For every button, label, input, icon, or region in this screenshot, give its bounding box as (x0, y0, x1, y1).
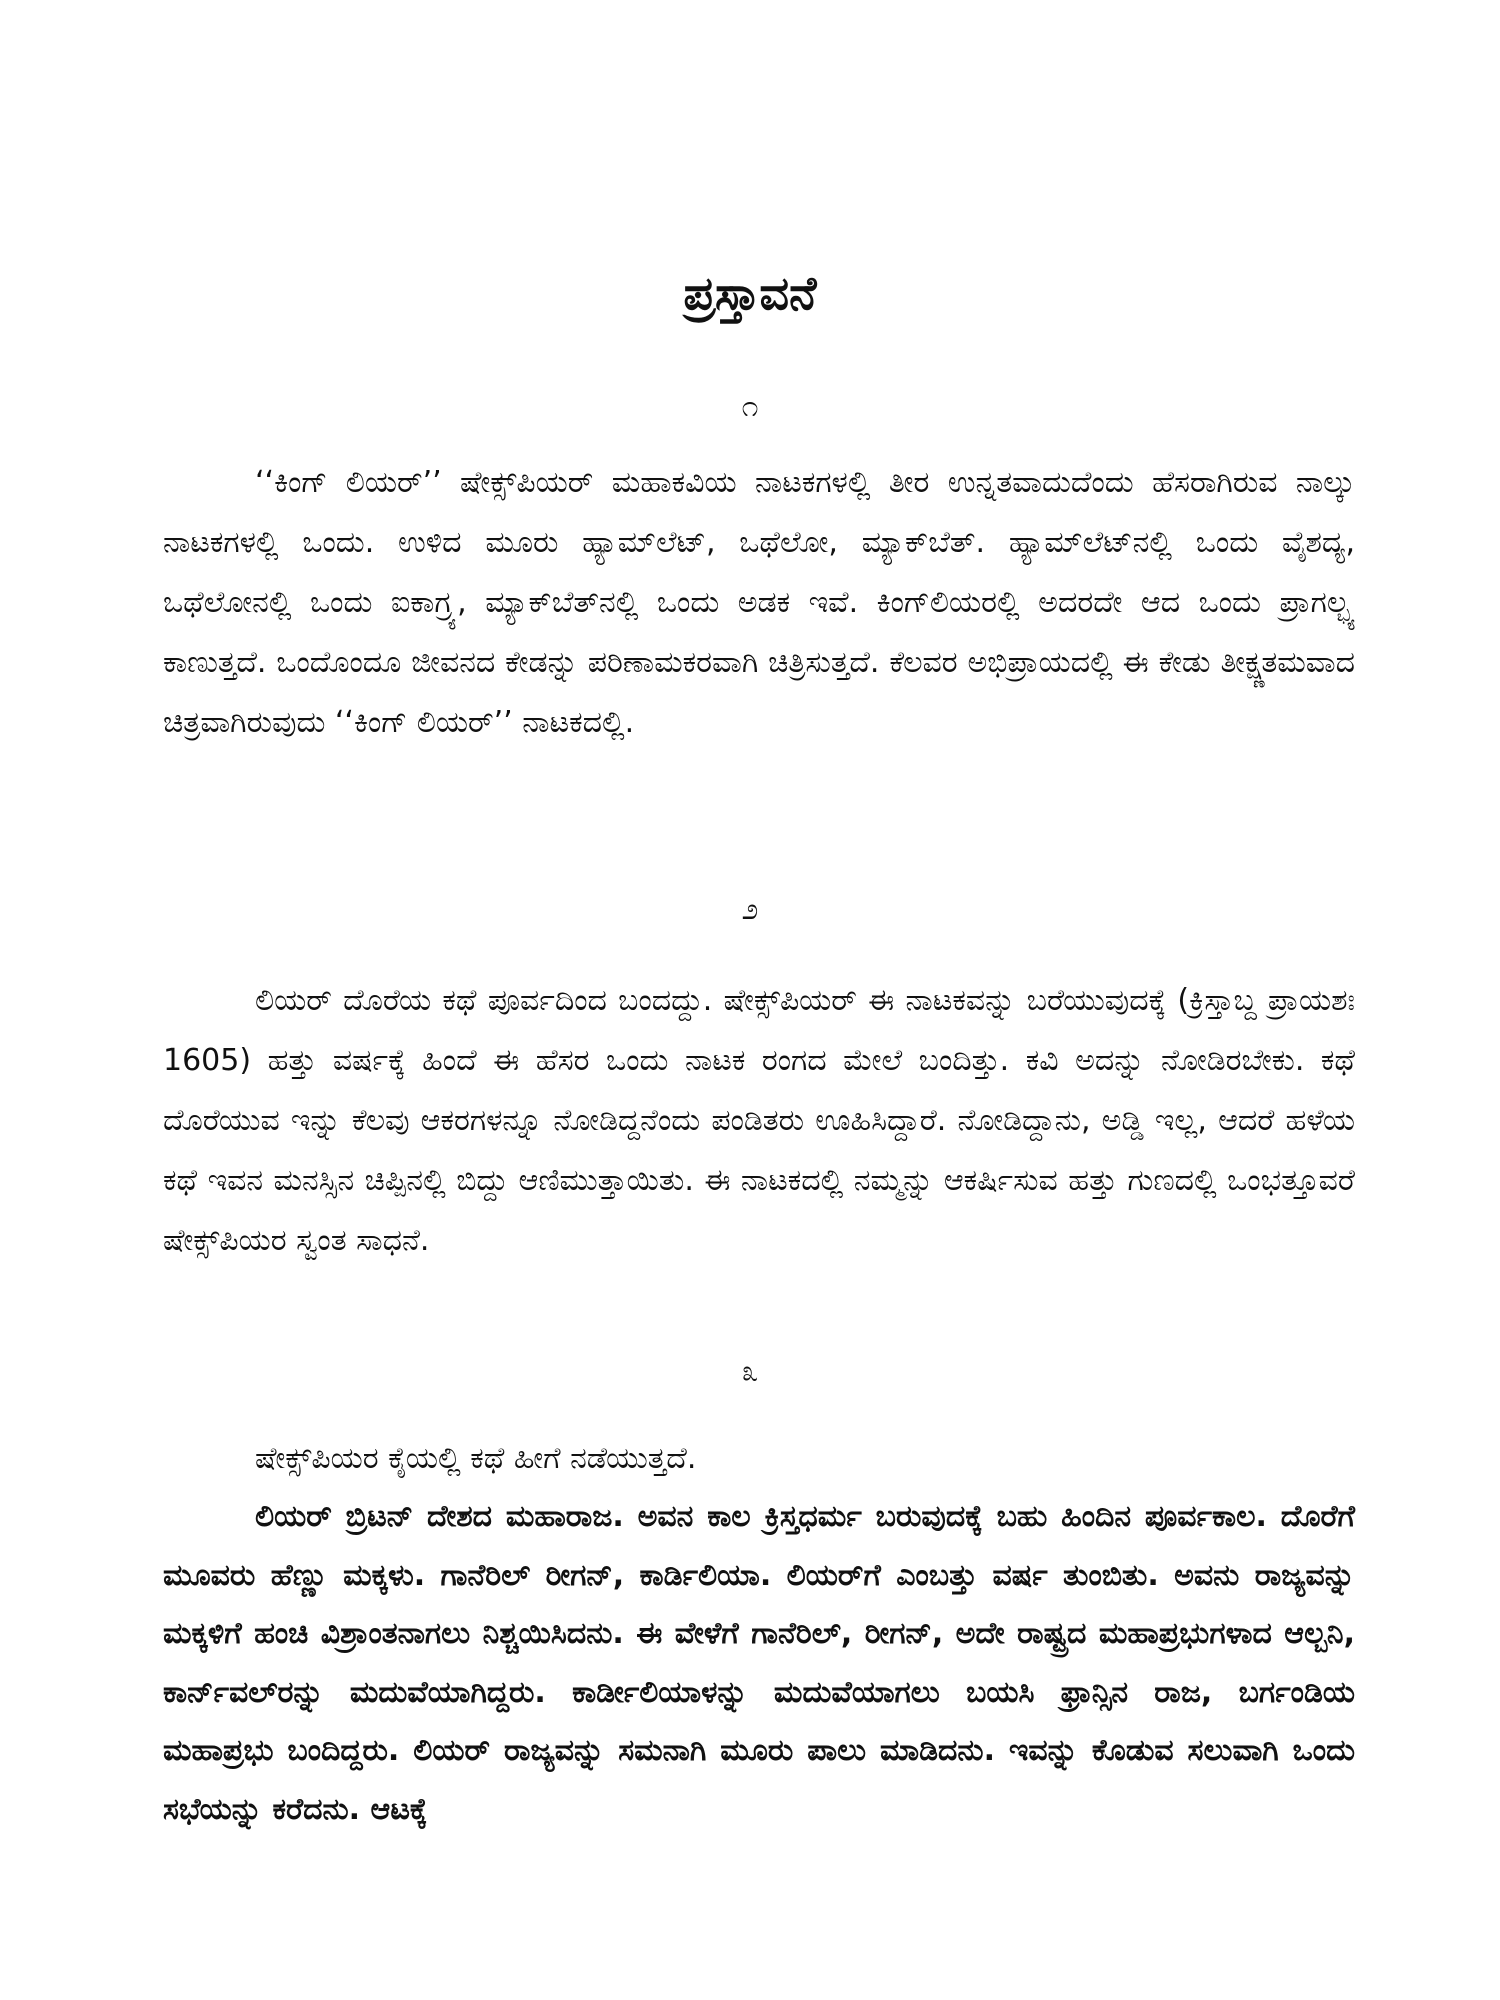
section-numeral-3: ೩ (741, 1354, 759, 1389)
section-numeral-2: ೨ (741, 892, 759, 927)
section-1-paragraph: ‘‘ಕಿಂಗ್ ಲಿಯರ್’’ ಷೇಕ್ಸ್‌ಪಿಯರ್ ಮಹಾಕವಿಯ ನಾಟಕಗಳಲ್ಲಿ ತೀರ ಉನ್ನತವಾದುದೆಂದು ಹೆಸರಾಗಿರುವ ನಾಲ್ಕು ನಾಟಕಗಳಲ್ಲಿ ಒಂದು. ಉಳಿದ ಮೂರು ಹ್ಯಾಮ್‌ಲೆಟ್, ಒಥೆಲೋ, ಮ್ಯಾಕ್‌ಬೆತ್. ಹ್ಯಾಮ್‌ಲೆಟ್‌ನಲ್ಲಿ ಒಂದು ವೈಶದ್ಯ, ಒಥೆಲೋನಲ್ಲಿ ಒಂದು ಐಕಾಗ್ರ್ಯ, ಮ್ಯಾಕ್‌ಬೆತ್‌ನಲ್ಲಿ ಒಂದು ಅಡಕ ಇವೆ. ಕಿಂಗ್‌ಲಿಯರಲ್ಲಿ ಅದರದೇ ಆದ ಒಂದು ಪ್ರಾಗಲ್ಭ್ಯ ಕಾಣುತ್ತದೆ. ಒಂದೊಂದೂ ಜೀವನದ ಕೇಡನ್ನು ಪರಿಣಾಮಕರವಾಗಿ ಚಿತ್ರಿಸುತ್ತದೆ. ಕೆಲವರ ಅಭಿಪ್ರಾಯದಲ್ಲಿ ಈ ಕೇಡು ತೀಕ್ಷ್ಣತಮವಾದ ಚಿತ್ರವಾಗಿರುವುದು ‘‘ಕಿಂಗ್ ಲಿಯರ್’’ ನಾಟಕದಲ್ಲಿ. (163, 465, 1355, 740)
section-numeral-1: ೧ (741, 389, 759, 424)
section-3-intro: ಷೇಕ್ಸ್‌ಪಿಯರ ಕೈಯಲ್ಲಿ ಕಥೆ ಹೀಗೆ ನಡೆಯುತ್ತದೆ. (255, 1441, 697, 1476)
section-2-paragraph: ಲಿಯರ್ ದೊರೆಯ ಕಥೆ ಪೂರ್ವದಿಂದ ಬಂದದ್ದು. ಷೇಕ್ಸ್‌ಪಿಯರ್ ಈ ನಾಟಕವನ್ನು ಬರೆಯುವುದಕ್ಕೆ (ಕ್ರಿಸ್ತಾಬ್ದ ಪ್ರಾಯಶಃ 1605) ಹತ್ತು ವರ್ಷಕ್ಕೆ ಹಿಂದೆ ಈ ಹೆಸರ ಒಂದು ನಾಟಕ ರಂಗದ ಮೇಲೆ ಬಂದಿತ್ತು. ಕವಿ ಅದನ್ನು ನೋಡಿರಬೇಕು. ಕಥೆ ದೊರೆಯುವ ಇನ್ನು ಕೆಲವು ಆಕರಗಳನ್ನೂ ನೋಡಿದ್ದನೆಂದು ಪಂಡಿತರು ಊಹಿಸಿದ್ದಾರೆ. ನೋಡಿದ್ದಾನು, ಅಡ್ಡಿ ಇಲ್ಲ, ಆದರೆ ಹಳೆಯ ಕಥೆ ಇವನ ಮನಸ್ಸಿನ ಚಿಪ್ಪಿನಲ್ಲಿ ಬಿದ್ದು ಆಣಿಮುತ್ತಾಯಿತು. ಈ ನಾಟಕದಲ್ಲಿ ನಮ್ಮನ್ನು ಆಕರ್ಷಿಸುವ ಹತ್ತು ಗುಣದಲ್ಲಿ ಒಂಭತ್ತೂವರೆ ಷೇಕ್ಸ್‌ಪಿಯರ ಸ್ವಂತ ಸಾಧನೆ. (163, 983, 1355, 1258)
section-3-paragraph: ಲಿಯರ್ ಬ್ರಿಟನ್ ದೇಶದ ಮಹಾರಾಜ. ಅವನ ಕಾಲ ಕ್ರಿಸ್ತಧರ್ಮ ಬರುವುದಕ್ಕೆ ಬಹು ಹಿಂದಿನ ಪೂರ್ವಕಾಲ. ದೊರೆಗೆ ಮೂವರು ಹೆಣ್ಣು ಮಕ್ಕಳು. ಗಾನೆರಿಲ್ ರೀಗನ್, ಕಾರ್ಡಿಲಿಯಾ. ಲಿಯರ್‌ಗೆ ಎಂಬತ್ತು ವರ್ಷ ತುಂಬಿತು. ಅವನು ರಾಜ್ಯವನ್ನು ಮಕ್ಕಳಿಗೆ ಹಂಚಿ ವಿಶ್ರಾಂತನಾಗಲು ನಿಶ್ಚಯಿಸಿದನು. ಈ ವೇಳೆಗೆ ಗಾನೆರಿಲ್, ರೀಗನ್, ಅದೇ ರಾಷ್ಟ್ರದ ಮಹಾಪ್ರಭುಗಳಾದ ಆಲ್ಬನಿ, ಕಾರ್ನ್‌ವಲ್‌ರನ್ನು ಮದುವೆಯಾಗಿದ್ದರು. ಕಾರ್ಡೀಲಿಯಾಳನ್ನು ಮದುವೆಯಾಗಲು ಬಯಸಿ ಫ್ರಾನ್ಸಿನ ರಾಜ, ಬರ್ಗಂಡಿಯ ಮಹಾಪ್ರಭು ಬಂದಿದ್ದರು. ಲಿಯರ್ ರಾಜ್ಯವನ್ನು ಸಮನಾಗಿ ಮೂರು ಪಾಲು ಮಾಡಿದನು. ಇವನ್ನು ಕೊಡುವ ಸಲುವಾಗಿ ಒಂದು ಸಭೆಯನ್ನು ಕರೆದನು. ಆಟಕ್ಕೆ (163, 1499, 1356, 1827)
page-title: ಪ್ರಸ್ತಾವನೆ (683, 266, 817, 320)
